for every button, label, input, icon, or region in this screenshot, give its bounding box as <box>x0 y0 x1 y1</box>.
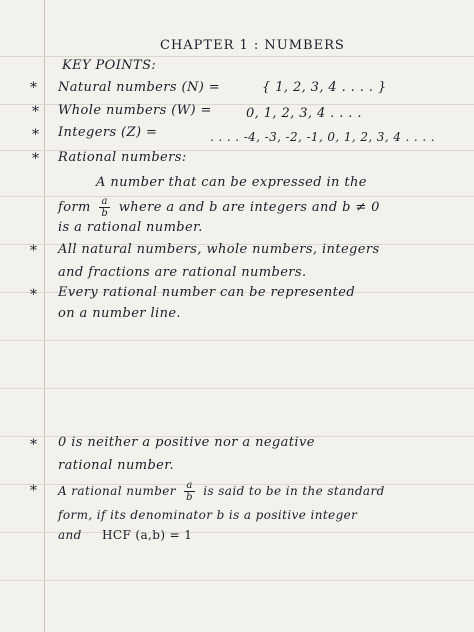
rational-definition-line1: A number that can be expressed in the <box>96 175 367 190</box>
natural-numbers-values: { 1, 2, 3, 4 . . . . } <box>262 80 387 95</box>
asterisk-icon: * <box>30 483 37 499</box>
zero-line2: rational number. <box>58 458 174 473</box>
asterisk-icon: * <box>32 151 39 167</box>
fraction-a-over-b <box>184 480 195 503</box>
integers-label: Integers (Z) = <box>58 125 158 140</box>
integers-values: . . . . -4, -3, -2, -1, 0, 1, 2, 3, 4 . . . . <box>210 130 435 144</box>
hcf-condition: HCF (a,b) = 1 <box>102 528 193 542</box>
form-word: form <box>58 200 91 215</box>
ruled-line <box>0 580 474 581</box>
whole-numbers-label: Whole numbers (W) = <box>58 103 212 118</box>
ruled-line <box>0 340 474 341</box>
whole-numbers-values: 0, 1, 2, 3, 4 . . . . <box>246 106 362 121</box>
standard-form-line1 <box>58 480 385 503</box>
asterisk-icon: * <box>32 104 39 120</box>
rational-definition-line2 <box>58 196 380 219</box>
margin-line <box>44 0 45 632</box>
fraction-a-over-b <box>99 196 110 219</box>
standard-form-line2: form, if its denominator b is a positive integer <box>58 508 358 522</box>
where-clause: where a and b are integers and b ≠ 0 <box>118 200 380 215</box>
every-rational-line2: on a number line. <box>58 306 181 321</box>
standard-form-and: and <box>58 528 82 542</box>
page-title: CHAPTER 1 : NUMBERS <box>160 38 345 53</box>
rational-number-phrase: A rational number <box>58 484 176 498</box>
fraction-numerator: a <box>184 480 195 492</box>
asterisk-icon: * <box>30 80 37 96</box>
rational-numbers-heading: Rational numbers: <box>58 150 187 165</box>
zero-line1: 0 is neither a positive nor a negative <box>58 435 315 450</box>
natural-numbers-label: Natural numbers (N) = <box>58 80 221 95</box>
every-rational-line1: Every rational number can be represented <box>58 285 356 300</box>
key-points-heading: KEY POINTS: <box>62 58 157 73</box>
standard-phrase: is said to be in the standard <box>203 484 385 498</box>
fraction-denominator: b <box>186 492 193 503</box>
ruled-line <box>0 388 474 389</box>
all-naturals-line2: and fractions are rational numbers. <box>58 265 307 280</box>
asterisk-icon: * <box>30 437 37 453</box>
asterisk-icon: * <box>32 127 39 143</box>
fraction-numerator: a <box>99 196 110 208</box>
fraction-denominator: b <box>101 208 109 219</box>
asterisk-icon: * <box>30 243 37 259</box>
ruled-line <box>0 56 474 57</box>
asterisk-icon: * <box>30 287 37 303</box>
rational-definition-line3: is a rational number. <box>58 220 203 235</box>
all-naturals-line1: All natural numbers, whole numbers, integers <box>58 242 380 257</box>
